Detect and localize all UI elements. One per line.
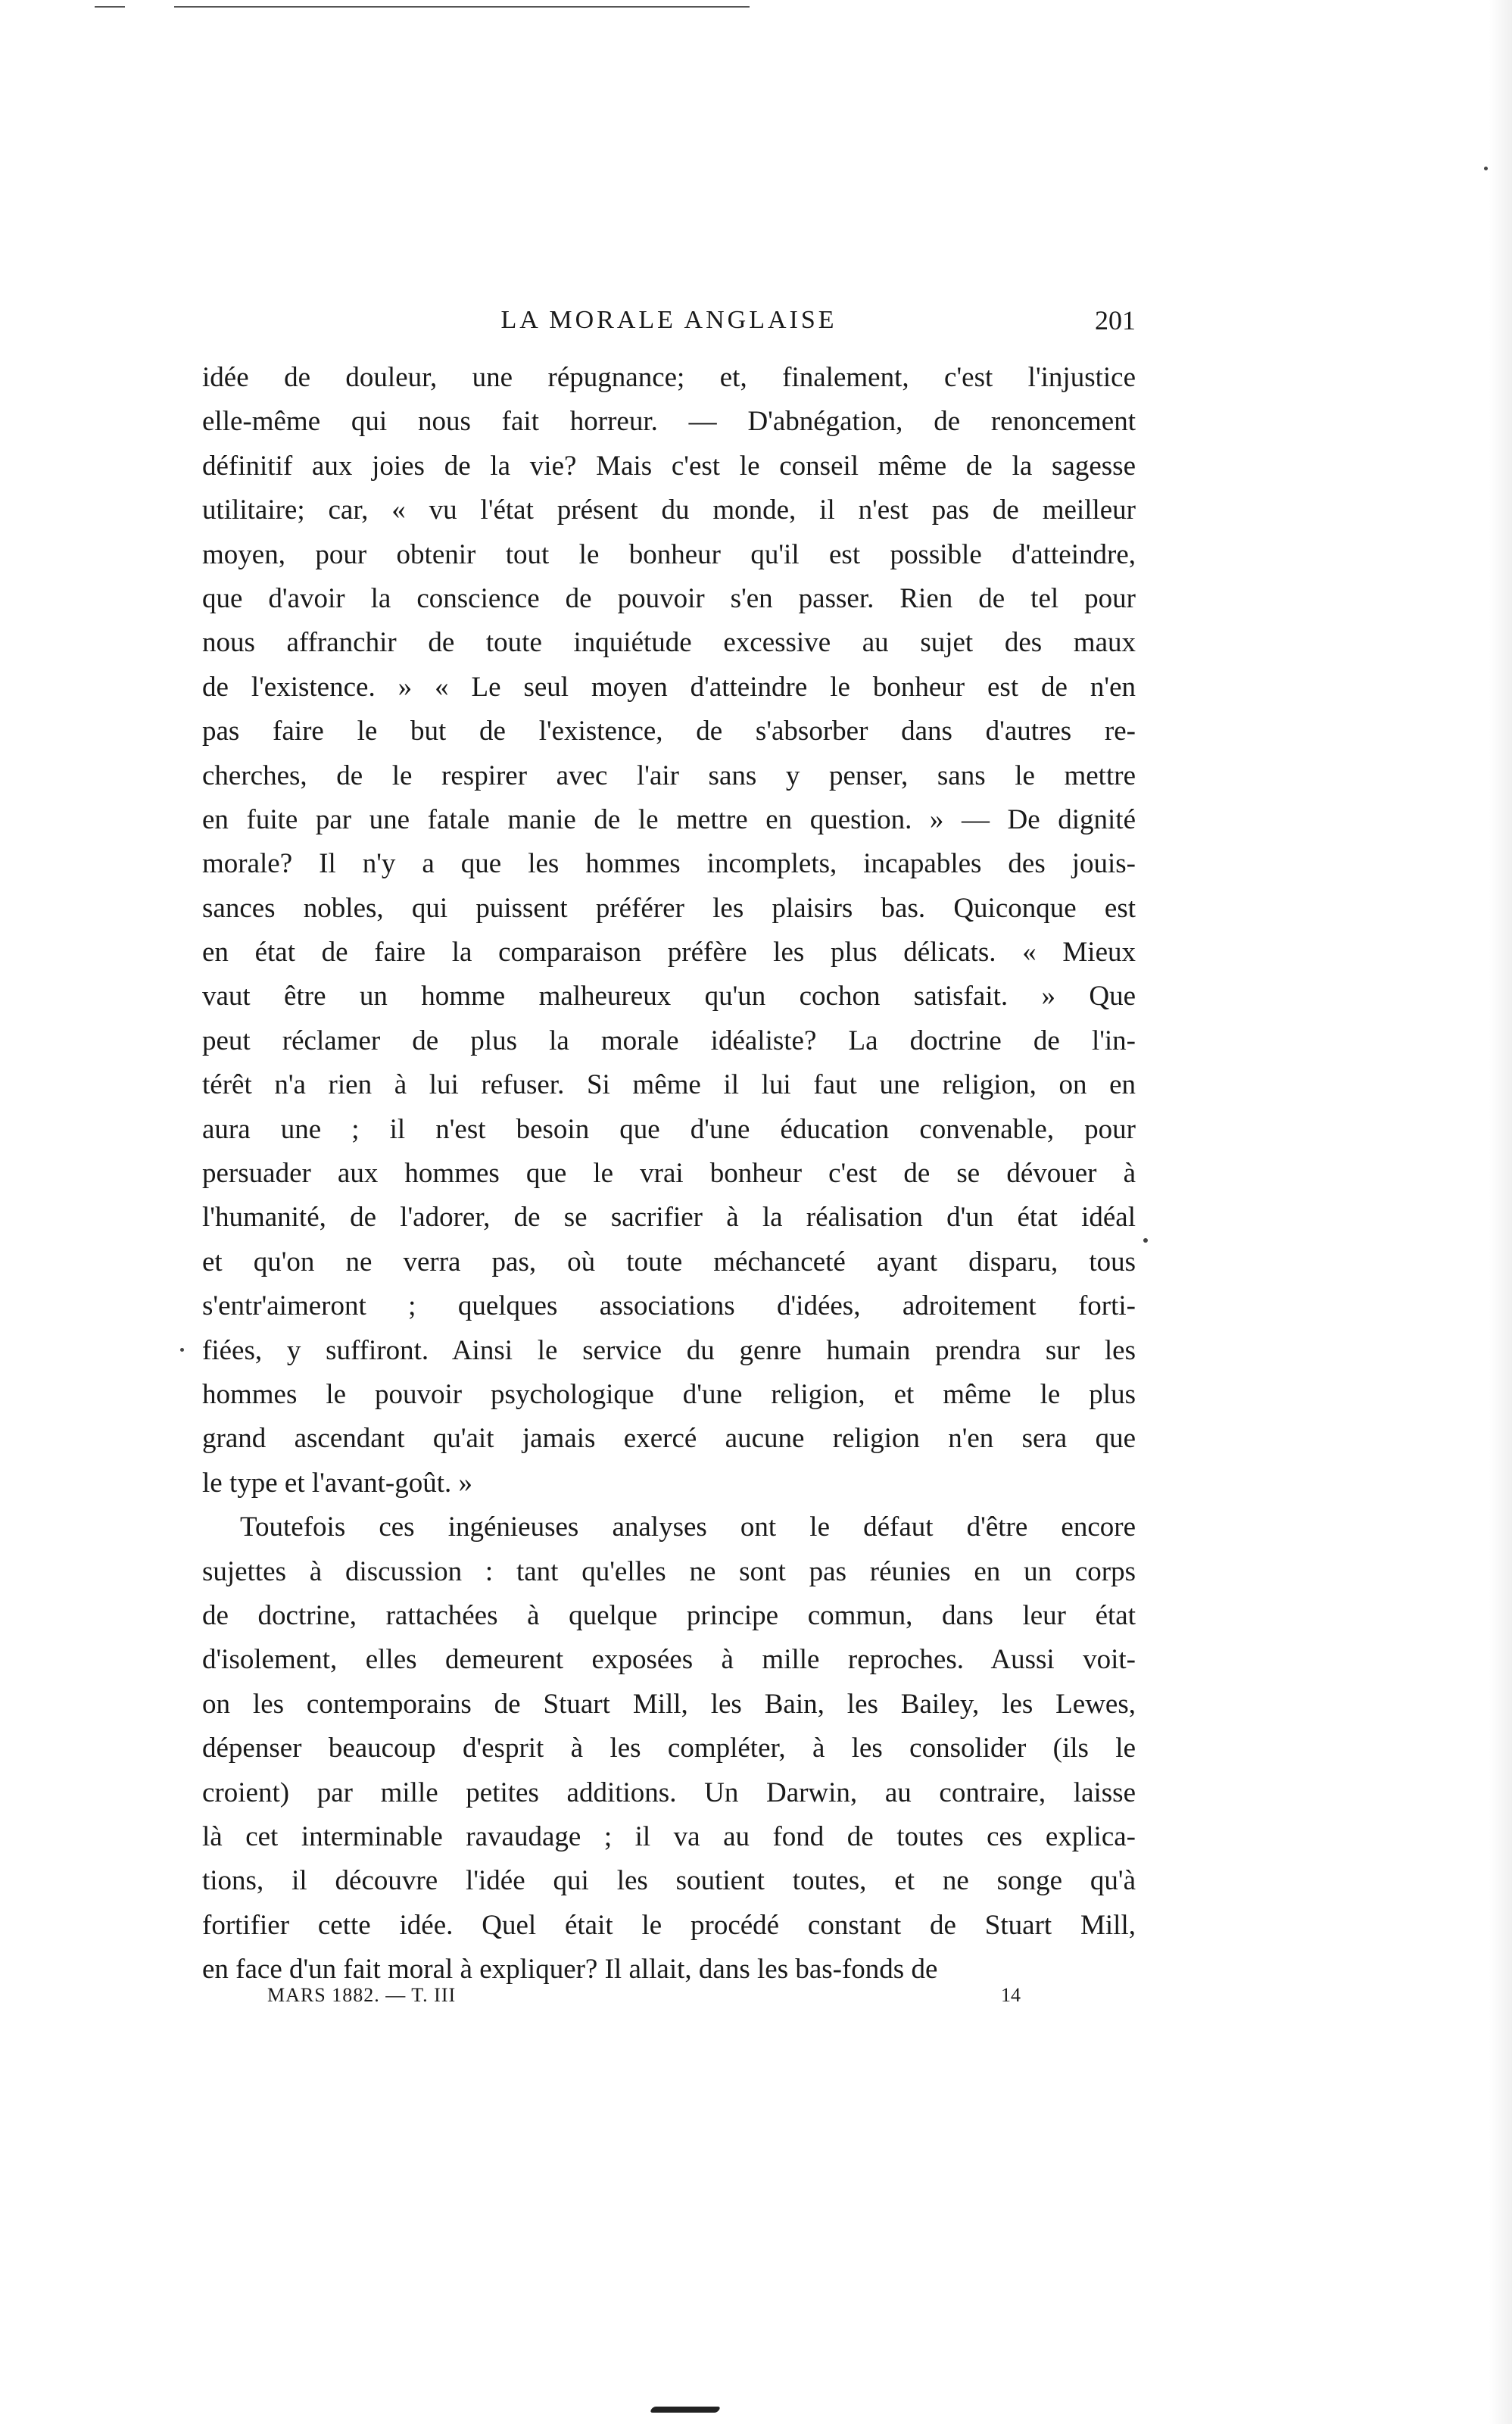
- text-line: et qu'on ne verra pas, où toute méchanceté ayant disparu, tous: [202, 1246, 1136, 1278]
- text-line: que d'avoir la conscience de pouvoir s'en passer. Rien de tel pour: [202, 582, 1136, 614]
- text-line: idée de douleur, une répugnance; et, finalement, c'est l'injustice: [202, 362, 1136, 393]
- footer-signature: MARS 1882. — T. III: [267, 1984, 457, 2006]
- text-line: croient) par mille petites additions. Un Darwin, au contraire, laisse: [202, 1777, 1136, 1808]
- text-line: sujettes à discussion : tant qu'elles ne sont pas réunies en un corps: [202, 1555, 1136, 1587]
- text-line: vaut être un homme malheureux qu'un cochon satisfait. » Que: [202, 981, 1136, 1012]
- text-line: définitif aux joies de la vie? Mais c'est le conseil même de la sagesse: [202, 450, 1136, 482]
- speck: [1143, 1238, 1148, 1243]
- text-line: aura une ; il n'est besoin que d'une éducation convenable, pour: [202, 1113, 1136, 1145]
- text-line: Toutefois ces ingénieuses analyses ont le défaut d'être encore: [240, 1511, 1136, 1543]
- body-text: [202, 356, 1136, 1992]
- page-number: 201: [1095, 305, 1136, 335]
- text-line: dépenser beaucoup d'esprit à les compléter, à les consolider (ils le: [202, 1733, 1136, 1764]
- text-line: en fuite par une fatale manie de le mettre en question. » — De dignité: [202, 803, 1136, 835]
- text-line: peut réclamer de plus la morale idéaliste? La doctrine de l'in-: [202, 1025, 1136, 1056]
- text-line: nous affranchir de toute inquiétude excessive au sujet des maux: [202, 627, 1136, 659]
- scan-mark: [650, 2407, 722, 2413]
- text-line: fortifier cette idée. Quel était le procédé constant de Stuart Mill,: [202, 1909, 1136, 1941]
- text-line: tions, il découvre l'idée qui les soutient toutes, et ne songe qu'à: [202, 1865, 1136, 1897]
- text-line: s'entr'aimeront ; quelques associations d'idées, adroitement forti-: [202, 1290, 1136, 1322]
- text-line: morale? Il n'y a que les hommes incomplets, incapables des jouis-: [202, 848, 1136, 880]
- text-line: là cet interminable ravaudage ; il va au fond de toutes ces explica-: [202, 1820, 1136, 1852]
- top-rule: [174, 6, 750, 8]
- speck: [180, 1348, 184, 1352]
- text-line: l'humanité, de l'adorer, de se sacrifier à la réalisation d'un état idéal: [202, 1202, 1136, 1234]
- text-line: grand ascendant qu'ait jamais exercé aucune religion n'en sera que: [202, 1423, 1136, 1455]
- text-line: de l'existence. » « Le seul moyen d'atteindre le bonheur est de n'en: [202, 671, 1136, 703]
- running-title: LA MORALE ANGLAISE: [500, 306, 837, 334]
- text-line: sances nobles, qui puissent préférer les plaisirs bas. Quiconque est: [202, 892, 1136, 924]
- text-line: elle-même qui nous fait horreur. — D'abnégation, de renoncement: [202, 406, 1136, 438]
- text-line: fiées, y suffiront. Ainsi le service du genre humain prendra sur les: [202, 1334, 1136, 1366]
- page-footer: [202, 1984, 1136, 2014]
- top-rule-short: [95, 6, 125, 8]
- text-line: persuader aux hommes que le vrai bonheur c'est de se dévouer à: [202, 1158, 1136, 1190]
- text-line: moyen, pour obtenir tout le bonheur qu'il est possible d'atteindre,: [202, 538, 1136, 570]
- page-edge: [1489, 0, 1512, 2424]
- text-line: utilitaire; car, « vu l'état présent du monde, il n'est pas de meilleur: [202, 494, 1136, 526]
- text-line: hommes le pouvoir psychologique d'une religion, et même le plus: [202, 1378, 1136, 1410]
- text-line: d'isolement, elles demeurent exposées à mille reproches. Aussi voit-: [202, 1644, 1136, 1676]
- text-line: térêt n'a rien à lui refuser. Si même il lui faut une religion, on en: [202, 1069, 1136, 1101]
- page-header: [202, 303, 1136, 341]
- speck: [1484, 167, 1488, 170]
- text-line: en face d'un fait moral à expliquer? Il allait, dans les bas-fonds de: [202, 1954, 938, 1986]
- text-line: de doctrine, rattachées à quelque principe commun, dans leur état: [202, 1599, 1136, 1631]
- text-line: en état de faire la comparaison préfère les plus délicats. « Mieux: [202, 937, 1136, 969]
- footer-sheet-number: 14: [1001, 1984, 1021, 2006]
- text-line: cherches, de le respirer avec l'air sans y penser, sans le mettre: [202, 760, 1136, 791]
- text-line: le type et l'avant-goût. »: [202, 1467, 473, 1499]
- text-line: on les contemporains de Stuart Mill, les Bain, les Bailey, les Lewes,: [202, 1688, 1136, 1720]
- text-line: pas faire le but de l'existence, de s'absorber dans d'autres re-: [202, 716, 1136, 747]
